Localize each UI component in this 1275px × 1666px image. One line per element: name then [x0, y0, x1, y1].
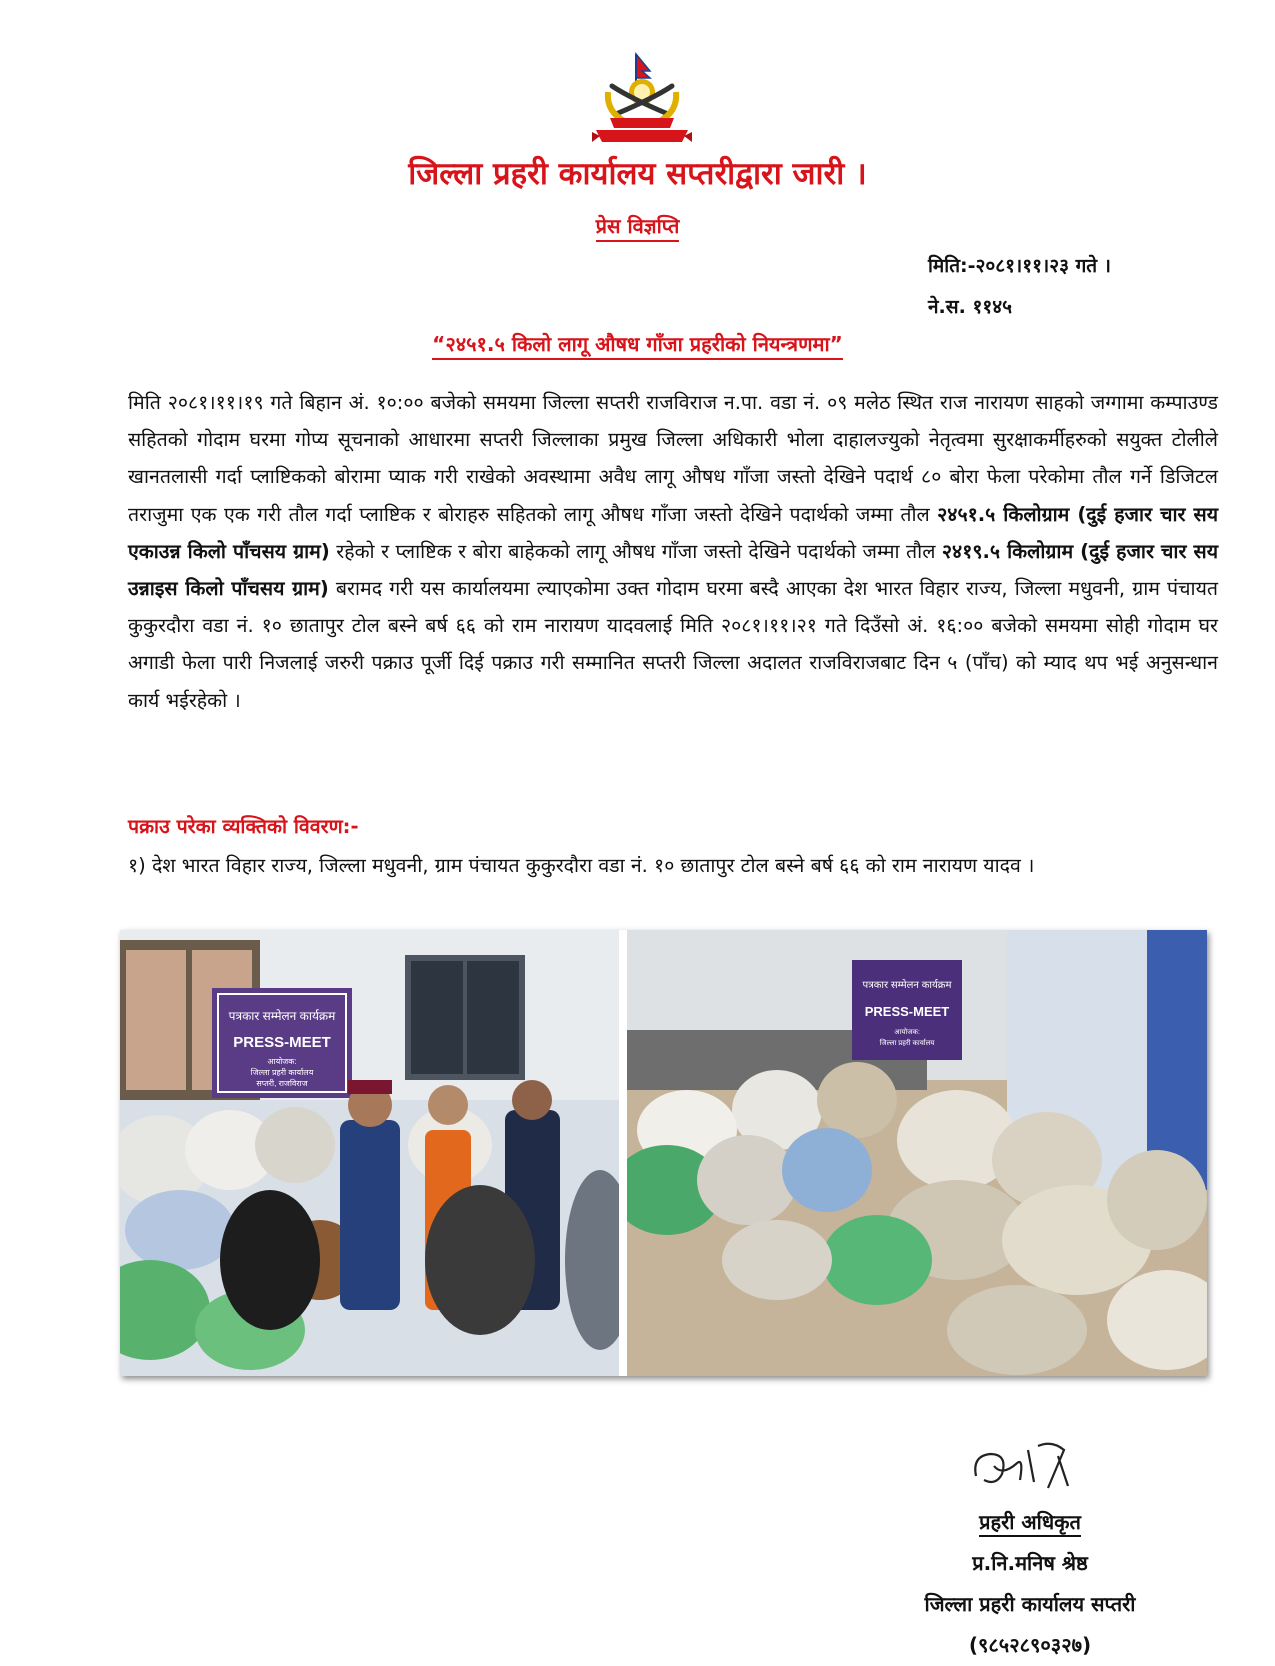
officer-name: प्र.नि.मनिष श्रेष्ठ	[972, 1551, 1088, 1575]
banner-right-line-1: पत्रकार सम्मेलन कार्यक्रम	[862, 980, 952, 991]
officer-office: जिल्ला प्रहरी कार्यालय सप्तरी	[924, 1592, 1136, 1616]
banner-right-line-4: जिल्ला प्रहरी कार्यालय	[879, 1040, 935, 1047]
banner-line-4: जिल्ला प्रहरी कार्यालय	[250, 1068, 314, 1077]
photo-collage	[120, 930, 1207, 1376]
banner-line-1: पत्रकार सम्मेलन कार्यक्रम	[228, 1009, 336, 1023]
nepal-sambat-year: ने.स. ११४५	[928, 296, 1012, 318]
banner-press-meet: PRESS-MEET	[233, 1034, 331, 1051]
officer-title: प्रहरी अधिकृत	[979, 1510, 1081, 1537]
page-title: जिल्ला प्रहरी कार्यालय सप्तरीद्वारा जारी ।	[408, 156, 867, 192]
arrested-person-item: १) देश भारत विहार राज्य, जिल्ला मधुवनी, ग्राम पंचायत कुकुरदौरा वडा नं. १० छातापुर टोल बस्ने बर्ष ६६ को राम नारायण यादव ।	[128, 854, 1035, 877]
seized-bags-photo-right	[627, 930, 1207, 1376]
net-weight-bold: २४१९.५ किलोग्राम (दुई हजार चार सय उन्नाइस किलो पाँचसय ग्राम)	[128, 539, 1219, 601]
headline	[0, 330, 1275, 357]
banner-right-line-3: आयोजक:	[894, 1029, 920, 1036]
arrest-details-heading: पक्राउ परेका व्यक्तिको विवरण:-	[128, 815, 359, 838]
signature-icon	[968, 1436, 1088, 1496]
press-meet-photo-left	[120, 930, 619, 1376]
nepal-police-emblem-icon	[590, 52, 694, 148]
officer-phone: (९८५२८९०३२७)	[968, 1633, 1092, 1657]
photo-divider	[619, 930, 627, 1376]
subtitle-text: प्रेस विज्ञप्ति	[596, 214, 680, 242]
banner-line-3: आयोजक:	[267, 1057, 297, 1066]
headline-text: “२४५१.५ किलो लागू औषध गाँजा प्रहरीको नियन्त्रणमा”	[432, 332, 843, 360]
body-text-1: मिति २०८१।११।१९ गते बिहान अं. १०:०० बजेको समयमा जिल्ला सप्तरी राजविराज न.पा. वडा नं. ०९ मलेठ स्थित राज नारायण साहको जग्गामा कम्पाउण्ड सहितको गोदाम घरमा गोप्य सूचनाको आधारमा सप्तरी जिल्लाका प्रमुख जिल्ला अधिकारी भोला दाहालज्युको नेतृत्वमा सुरक्षाकर्मीहरुको सयुक्त टोलीले खानतलासी गर्दा प्लाष्टिकको बोरामा प्याक गरी राखेको अवस्थामा अवैध लागू औषध गाँजा जस्तो देखिने पदार्थ ८० बोरा फेला परेकोमा तौल गर्ने डिजिटल तराजुमा एक एक गरी तौल गर्दा प्लाष्टिक र बोराहरु सहितको लागू औषध गाँजा जस्तो देखिने पदार्थको जम्मा तौल	[128, 391, 1218, 526]
body-text-3: बरामद गरी यस कार्यालयमा ल्याएकोमा उक्त गोदाम घरमा बस्दै आएका देश भारत विहार राज्य, जिल्ला मधुवनी, ग्राम पंचायत कुकुरदौरा वडा नं. १० छातापुर टोल बस्ने बर्ष ६६ को राम नारायण यादवलाई मिति २०८१।११।२१ गते दिउँसो अं. १६:०० बजेको समयमा सोही गोदाम घर अगाडी फेला पारी निजलाई जरुरी पक्राउ पूर्जी दिई पक्राउ गरी सम्मानित सप्तरी जिल्ला अदालत राजविराजबाट दिन ५ (पाँच) को म्याद थप भई अनुसन्धान कार्य भईरहेको ।	[128, 577, 1218, 712]
gross-weight-bold: २४५१.५ किलोग्राम (दुई हजार चार सय एकाउन्न किलो पाँचसय ग्राम)	[128, 502, 1218, 563]
banner-right-press-meet: PRESS-MEET	[864, 1004, 950, 1019]
banner-line-5: सप्तरी, राजविराज	[256, 1079, 308, 1088]
release-date: मिति:-२०८१।११।२३ गते ।	[928, 255, 1111, 277]
body-text-2: रहेको र प्लाष्टिक र बोरा बाहेकको लागू औषध गाँजा जस्तो देखिने पदार्थको जम्मा तौल	[329, 539, 942, 563]
press-release-label	[0, 212, 1275, 239]
signature-block	[850, 1502, 1210, 1666]
body-paragraph	[128, 384, 1218, 719]
